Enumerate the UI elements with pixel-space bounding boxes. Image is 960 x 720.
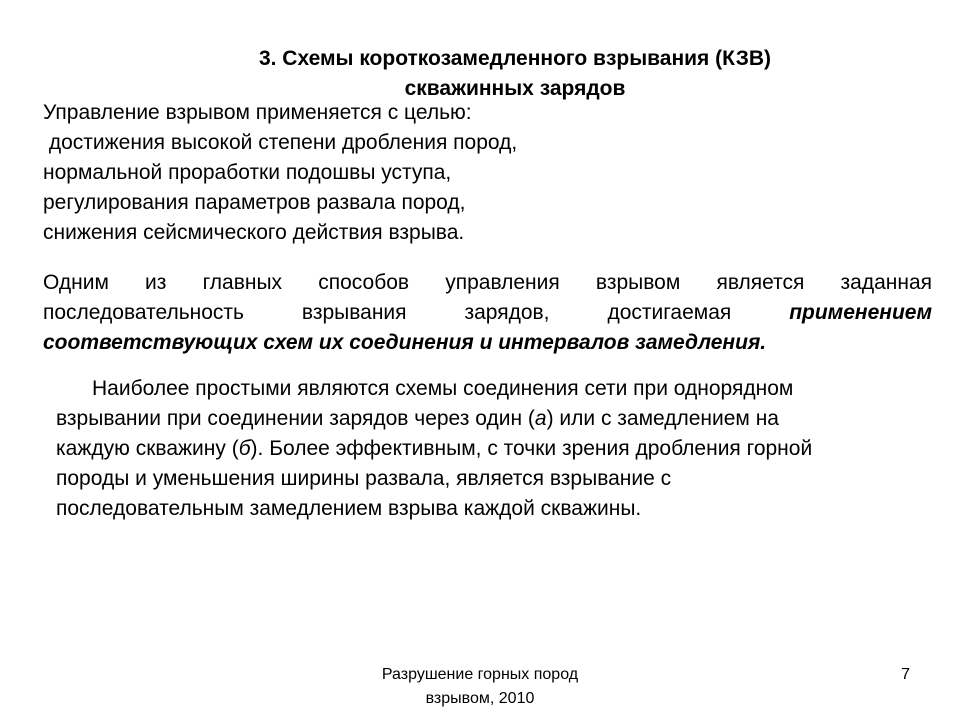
goals-paragraph: [43, 98, 643, 248]
paragraph-line: [56, 404, 936, 434]
paragraph-text: последовательность взрывания зарядов, достигаемая: [43, 301, 732, 324]
goal-item: нормальной проработки подошвы уступа,: [43, 161, 452, 184]
footer-line-2: взрывом, 2010: [425, 690, 535, 707]
slide-title-line-1: 3. Схемы короткозамедленного взрывания (КЗВ): [258, 47, 772, 70]
slide-title: [150, 44, 880, 104]
scheme-label-a: а: [534, 407, 547, 430]
goal-item: снижения сейсмического действия взрыва.: [43, 221, 465, 244]
scheme-label-b: б: [238, 437, 251, 460]
paragraph-text: ). Более эффективным, с точки зрения дробления горной: [250, 437, 813, 460]
paragraph-text: ) или с замедлением на: [546, 407, 779, 430]
paragraph-line: последовательным замедлением взрыва каждой скважины.: [56, 497, 642, 520]
paragraph-text: взрывании при соединении зарядов через один (: [56, 407, 535, 430]
paragraph-line: [56, 434, 936, 464]
emphasis-text: применением: [789, 301, 932, 324]
emphasis-text: соответствующих схем их соединения и интервалов замедления.: [43, 331, 767, 354]
slide-title-line-2: скважинных зарядов: [404, 77, 626, 100]
goals-lead: Управление взрывом применяется с целью:: [43, 101, 472, 124]
paragraph-line: породы и уменьшения ширины развала, является взрывание с: [56, 467, 672, 490]
goal-item: достижения высокой степени дробления пород,: [43, 131, 518, 154]
slide-footer: [330, 663, 630, 711]
goal-item: регулирования параметров развала пород,: [43, 191, 466, 214]
paragraph-line: Наиболее простыми являются схемы соединения сети при однорядном: [92, 377, 794, 400]
page-number: 7: [901, 666, 910, 683]
paragraph-line: Одним из главных способов управления взрывом является заданная: [43, 271, 932, 294]
footer-line-1: Разрушение горных пород: [381, 666, 579, 683]
control-method-paragraph: [43, 268, 932, 358]
paragraph-text: каждую скважину (: [56, 437, 239, 460]
schemes-paragraph: [56, 374, 936, 524]
paragraph-line: [43, 298, 932, 328]
